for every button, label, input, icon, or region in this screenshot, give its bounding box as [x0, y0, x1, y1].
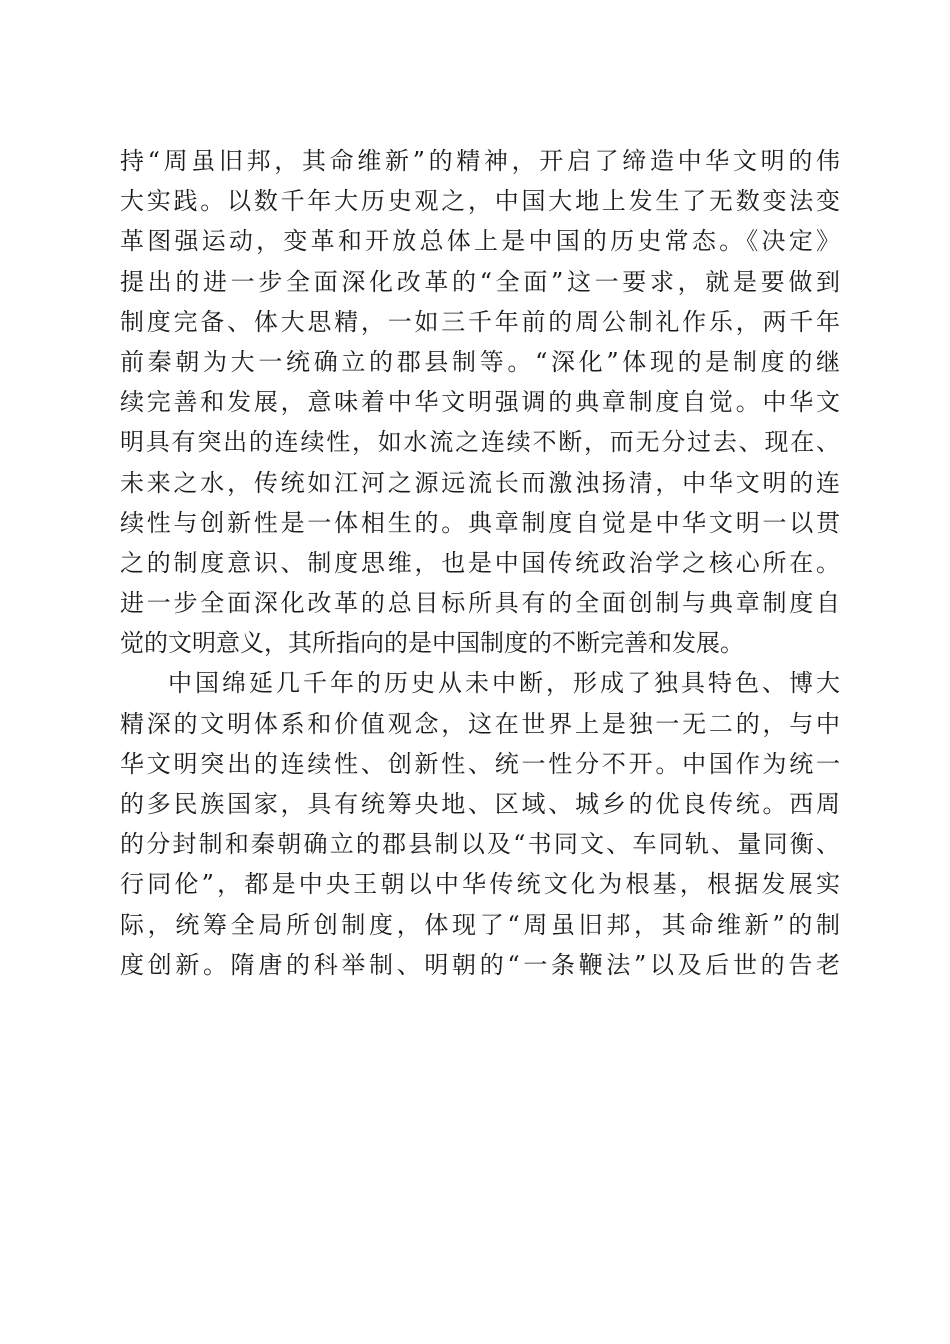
- text-line: 度创新。隋唐的科举制、明朝的“一条鞭法”以及后世的告老: [120, 950, 840, 979]
- paragraph-2: [120, 663, 840, 985]
- text-line: 续完善和发展，意味着中华文明强调的典章制度自觉。中华文: [120, 388, 840, 417]
- text-line: 革图强运动，变革和开放总体上是中国的历史常态。《决定》: [120, 227, 840, 256]
- text-line: 的分封制和秦朝确立的郡县制以及“书同文、车同轨、量同衡、: [120, 830, 840, 859]
- text-line: 前秦朝为大一统确立的郡县制等。“深化”体现的是制度的继: [120, 347, 840, 376]
- body-text: [120, 141, 840, 985]
- text-line: 际，统筹全局所创制度，体现了“周虽旧邦，其命维新”的制: [120, 910, 840, 939]
- text-line: 未来之水，传统如江河之源远流长而激浊扬清，中华文明的连: [120, 468, 840, 497]
- paragraph-1: [120, 141, 840, 663]
- text-line: 制度完备、体大思精，一如三千年前的周公制礼作乐，两千年: [120, 307, 840, 336]
- text-line: 大实践。以数千年大历史观之，中国大地上发生了无数变法变: [120, 187, 840, 216]
- text-line: 进一步全面深化改革的总目标所具有的全面创制与典章制度自: [120, 589, 840, 618]
- text-line: 行同伦”，都是中央王朝以中华传统文化为根基，根据发展实: [120, 870, 840, 899]
- text-line: 明具有突出的连续性，如水流之连续不断，而无分过去、现在、: [120, 428, 840, 457]
- text-line: 续性与创新性是一体相生的。典章制度自觉是中华文明一以贯: [120, 508, 840, 537]
- text-line: 中国绵延几千年的历史从未中断，形成了独具特色、博大: [168, 669, 840, 698]
- text-line: 的多民族国家，具有统筹央地、区域、城乡的优良传统。西周: [120, 790, 840, 818]
- text-line: 精深的文明体系和价值观念，这在世界上是独一无二的，与中: [120, 709, 840, 738]
- text-line: 华文明突出的连续性、创新性、统一性分不开。中国作为统一: [120, 749, 840, 778]
- text-line: 之的制度意识、制度思维，也是中国传统政治学之核心所在。: [120, 548, 840, 577]
- text-line: 持“周虽旧邦，其命维新”的精神，开启了缔造中华文明的伟: [120, 147, 840, 175]
- text-line: 提出的进一步全面深化改革的“全面”这一要求，就是要做到: [120, 267, 840, 296]
- text-line: 觉的文明意义，其所指向的是中国制度的不断完善和发展。: [120, 629, 744, 658]
